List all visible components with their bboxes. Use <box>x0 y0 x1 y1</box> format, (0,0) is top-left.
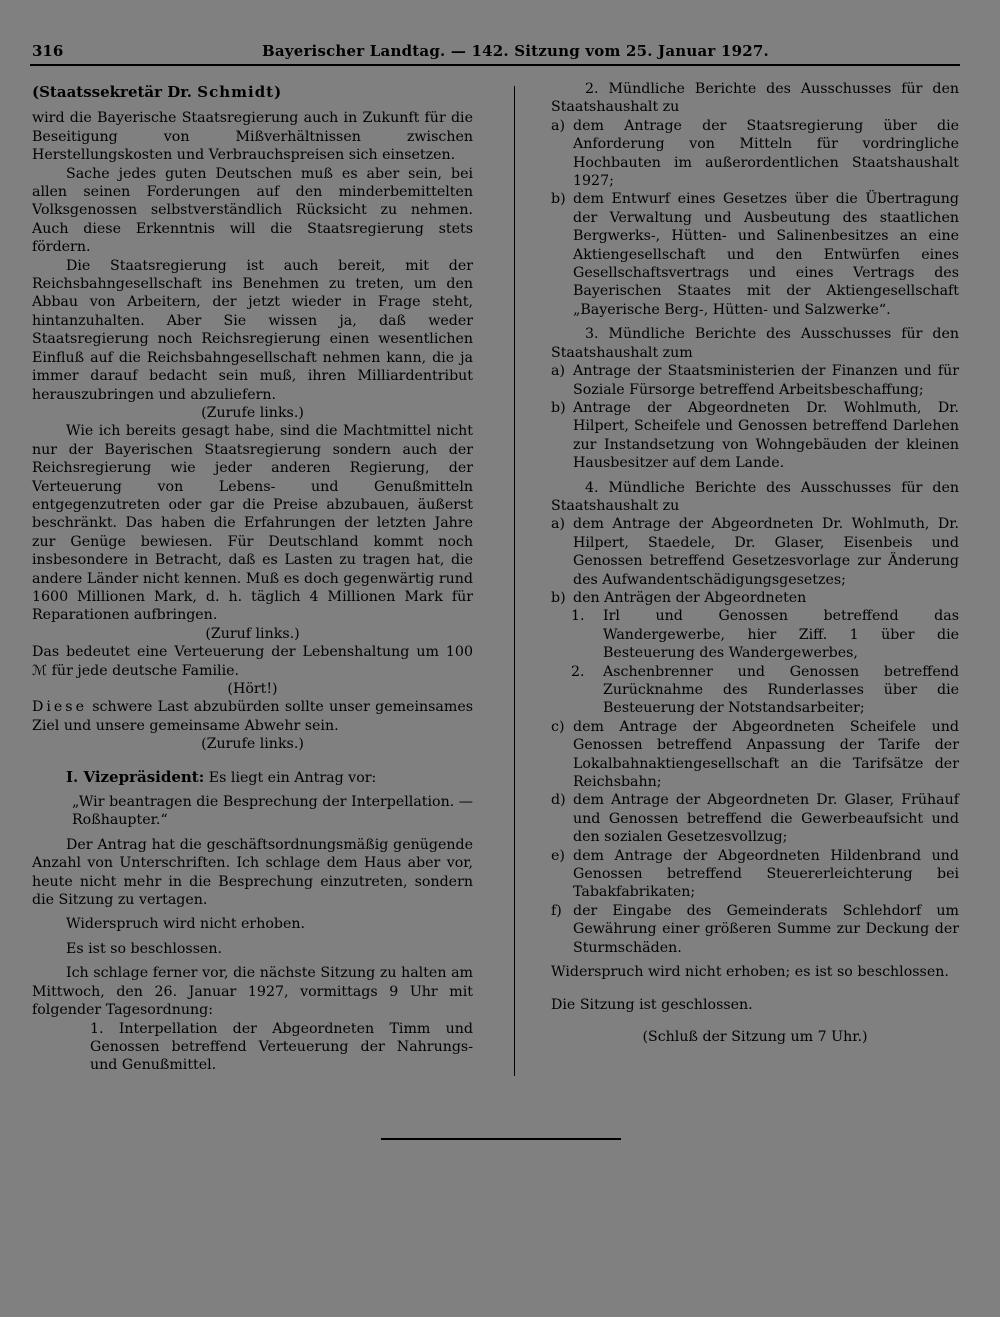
item-label: 2. <box>571 663 585 680</box>
spaced-emphasis: Diese <box>32 699 87 716</box>
left-column <box>32 80 473 1075</box>
item-text: der Eingabe des Gemeinderats Schlehdorf um Gewährung einer größeren Summe zur Deckung der Sturmschäden. <box>573 902 959 956</box>
item-text: Aschenbrenner und Genossen betreffend Zurücknahme des Runderlasses über die Besteuerung der Notstandsarbeiter; <box>603 663 959 717</box>
agenda-heading: 4. Mündliche Berichte des Ausschusses für den Staatshaushalt zu <box>551 479 959 514</box>
interjection: (Zurufe links.) <box>201 736 304 753</box>
item-label: b) <box>551 399 566 416</box>
agenda-subitem <box>551 515 959 589</box>
item-label: e) <box>551 847 565 864</box>
agenda-subitem <box>551 718 959 792</box>
item-label: 1. <box>571 608 585 625</box>
page-header <box>32 40 958 66</box>
speaker-prefix: (Staatssekretär Dr. <box>32 83 198 101</box>
paragraph: Es ist so beschlossen. <box>66 940 223 957</box>
paragraph: Der Antrag hat die geschäftsordnungsmäßig genügende Anzahl von Unterschriften. Ich schlage dem Haus aber vor, heute nicht mehr in die Besprechung einzutreten, sondern die Sitzung zu vertagen. <box>32 836 473 909</box>
paragraph <box>32 698 473 735</box>
agenda-subitem <box>551 589 959 607</box>
interjection: (Hört!) <box>227 681 278 697</box>
paragraph-rest: Es liegt ein Antrag vor: <box>204 769 377 786</box>
item-text: dem Antrage der Abgeordneten Hildenbrand und Genossen betreffend Steuererleichterung bei Tabakfabrikaten; <box>573 847 959 901</box>
paragraph: Ich schlage ferner vor, die nächste Sitzung zu halten am Mittwoch, den 26. Januar 1927, vormittags 9 Uhr mit folgender Tagesordnung: <box>32 965 473 1019</box>
item-text: dem Antrage der Abgeordneten Dr. Wohlmuth, Dr. Hilpert, Staedele, Dr. Glaser, Eisenbeis und Genossen betreffend Gesetzesvorlage zur Änderung des Aufwandentschädigungsgesetzes; <box>573 516 959 588</box>
paragraph: Wie ich bereits gesagt habe, sind die Machtmittel nicht nur der Bayerischen Staatsregierung sondern auch der Reichsregierung wie jeder anderen Regierung, der Verteuerung von Lebens- und Genußmitteln entgegenzutreten oder gar die Preise abzubauen, äußerst beschränkt. Das haben die Erfahrungen der letzten Jahre zur Genüge bewiesen. Für Deutschland kommt noch insbesondere in Betracht, daß es Lasten zu tragen hat, die andere Länder nicht kennen. Muß es doch gegenwärtig rund 1600 Millionen Mark, d. h. täglich 4 Millionen Mark für Reparationen aufbringen. <box>32 423 473 624</box>
item-label: a) <box>551 363 565 380</box>
agenda-item: 1. Interpellation der Abgeordneten Timm und Genossen betreffend Verteuerung der Nahrungs- und Genußmittel. <box>90 1020 473 1074</box>
quoted-motion: „Wir beantragen die Besprechung der Interpellation. — Roßhaupter.“ <box>72 794 473 829</box>
interjection: (Zuruf links.) <box>205 625 300 642</box>
agenda-heading: 3. Mündliche Berichte des Ausschusses für den Staatshaushalt zum <box>551 326 959 361</box>
agenda-heading: 2. Mündliche Berichte des Ausschusses für den Staatshaushalt zu <box>551 81 959 116</box>
paragraph: wird die Bayerische Staatsregierung auch in Zukunft für die Beseitigung von Mißverhältnissen zwischen Herstellungskosten und Verbrauchspreisen sich einsetzen. <box>32 110 473 164</box>
paragraph: Widerspruch wird nicht erhoben. <box>66 916 306 933</box>
item-text: dem Antrage der Abgeordneten Dr. Glaser, Frühauf und Genossen betreffend die Gewerbeaufsicht und den sozialen Gesetzesvollzug; <box>573 792 959 846</box>
agenda-subitem <box>551 190 959 319</box>
item-text: Antrage der Abgeordneten Dr. Wohlmuth, Dr. Hilpert, Scheifele und Genossen betreffend Darlehen zur Instandsetzung von Wohngebäuden der kleinen Hausbesitzer auf dem Lande. <box>573 399 959 472</box>
end-rule <box>381 1138 621 1140</box>
header-rule <box>30 64 960 66</box>
closing-statement: Widerspruch wird nicht erhoben; es ist so beschlossen. <box>551 964 949 981</box>
item-label: a) <box>551 516 565 533</box>
page-number: 316 <box>32 42 64 60</box>
item-label: d) <box>551 792 566 809</box>
agenda-subitem <box>551 399 959 473</box>
agenda-subitem <box>551 902 959 957</box>
speaker-attribution <box>32 83 473 101</box>
numbered-subitem <box>551 663 959 718</box>
paragraph: Die Staatsregierung ist auch bereit, mit der Reichsbahngesellschaft ins Benehmen zu treten, um den Abbau von Arbeitern, der jetzt wieder in Frage steht, hintanzuhalten. Aber Sie wissen ja, daß weder Staatsregierung noch Reichsregierung einen wesentlichen Einfluß auf die Reichsbahngesellschaft nehmen kann, die ja immer darauf bedacht sein muß, ihren Milliardentribut herauszubringen und abzuliefern. <box>32 257 473 403</box>
item-label: b) <box>551 589 566 606</box>
paragraph: Das bedeutet eine Verteuerung der Lebenshaltung um 100 ℳ für jede deutsche Familie. <box>32 644 473 679</box>
interjection: (Zurufe links.) <box>201 404 304 421</box>
item-label: c) <box>551 718 565 735</box>
item-text: den Anträgen der Abgeordneten <box>573 589 807 606</box>
agenda-subitem <box>551 362 959 399</box>
agenda-subitem <box>551 847 959 902</box>
session-end-note: (Schluß der Sitzung um 7 Uhr.) <box>642 1028 868 1045</box>
item-text: dem Antrage der Abgeordneten Scheifele und Genossen betreffend Anpassung der Tarife der Lokalbahnaktiengesellschaft an die Tarifsätze der Reichsbahn; <box>573 718 959 791</box>
numbered-subitem <box>551 607 959 662</box>
item-text: dem Entwurf eines Gesetzes über die Übertragung der Verwaltung und Ausbeutung des staatlichen Bergwerks-, Hütten- und Salinenbesitzes an eine Aktiengesellschaft und den Entwürfen eines Gesellschaftsvertrags und eines Vertrags des Bayerischen Staates mit der Aktiengesellschaft „Bayerische Berg-, Hütten- und Salzwerke“. <box>573 191 959 318</box>
item-text: Irl und Genossen betreffend das Wandergewerbe, hier Ziff. 1 über die Besteuerung des Wandergewerbes, <box>603 608 959 662</box>
paragraph: Sache jedes guten Deutschen muß es aber sein, bei allen seinen Forderungen auf den minderbemittelten Volksgenossen selbstverständlich Rücksicht zu nehmen. Auch diese Erkenntnis will die Staatsregierung stets fördern. <box>32 165 473 256</box>
paragraph-rest: schwere Last abzubürden sollte unser gemeinsames Ziel und unsere gemeinsame Abwehr sein. <box>32 699 473 734</box>
item-text: dem Antrage der Staatsregierung über die Anforderung von Mitteln für vordringliche Hochbauten im außerordentlichen Staatshaushalt 1927; <box>573 117 959 190</box>
closing-statement: Die Sitzung ist geschlossen. <box>551 996 753 1013</box>
speaker-suffix: ) <box>274 83 282 101</box>
right-column <box>551 80 959 1046</box>
item-label: b) <box>551 191 566 208</box>
item-text: Antrage der Staatsministerien der Finanzen und für Soziale Fürsorge betreffend Arbeitsbeschaffung; <box>573 363 959 398</box>
speaker-name: Schmidt <box>197 83 275 101</box>
running-head: Bayerischer Landtag. — 142. Sitzung vom 25. Januar 1927. <box>262 42 769 60</box>
column-divider <box>514 86 515 1076</box>
item-label: f) <box>551 902 562 919</box>
vice-president-label: I. Vizepräsident: <box>66 767 205 786</box>
speaker-paragraph <box>32 768 473 787</box>
agenda-subitem <box>551 791 959 846</box>
item-label: a) <box>551 117 565 134</box>
agenda-subitem <box>551 117 959 191</box>
